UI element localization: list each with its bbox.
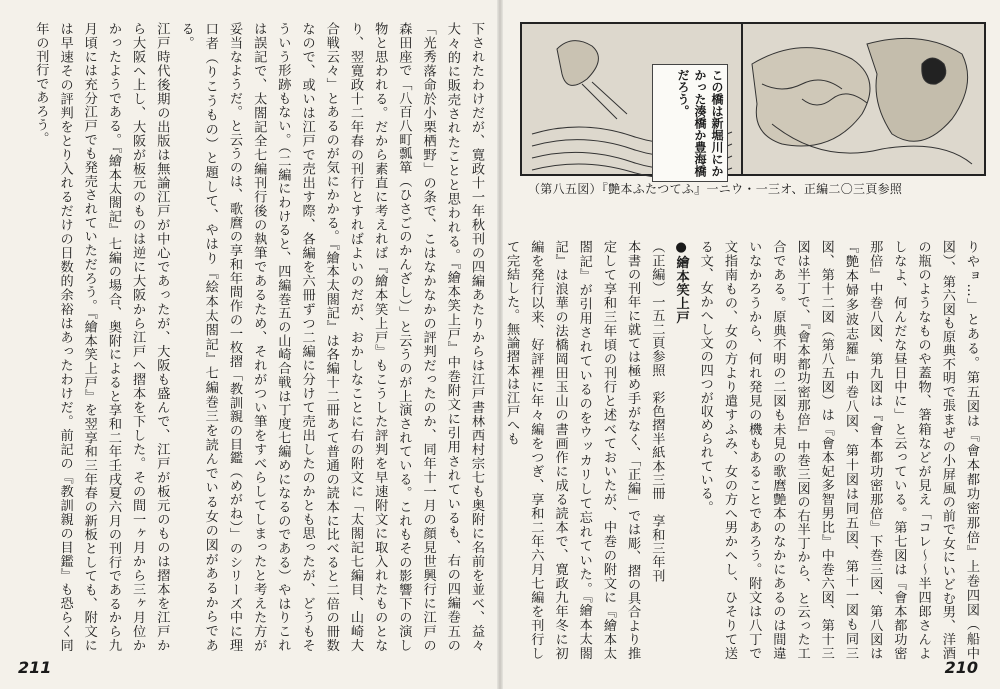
woodblock-illustration <box>520 22 986 176</box>
page-number-right: 210 <box>944 658 978 677</box>
right-page-body <box>504 240 983 660</box>
section-meta: （正編）一五二頁参照 彩色摺半紙本三冊 享和三年刊 <box>649 240 665 583</box>
figure-caption: （第八五図）『艶本ふたつてふ』一ニウ・一三オ、正編二〇三頁参照 <box>528 182 903 196</box>
illustration-inset-note: この橋は新堀川にかかった湊橋か豊海橋だろう。 <box>652 64 728 182</box>
right-page <box>500 0 1000 689</box>
left-paragraph-1: 下されたわけだが、寛政十一年秋刊の四編あたりからは江戸書林西村宗七も奥附に名前を並べ、益々大々的に販売されたことと思われる。『繪本笑上戸』中巻附文に引用されているも、右の四編巻五の「光秀落命於小栗栖野」の条で、こはなかなかの評判だったのか、同年十一月の顔見世興行に江戸の森田座で「八百八町瓢箪（ひさごのかんざし）」と云うのが上演されている。これもその影響下の演し物と思われる。だから素直に考えれば『繪本笑上戸』もこうした評判を早速附文に取入れたものとなり、翌寛政十二年春の刊行とすればよいのだが、おかしなことに右の附文に「太閤記七編目、山崎大合戦云々」とあるのが気にかかる。『繪本太閤記』は各編十二冊あて普通の読本に比べると二倍の冊数なので、或いは江戸で売出す際、各編を六冊ずつ二編に分けて売出したのかとも思ったが、どうもそういう形跡もない。（二編にわけると、四編巻五の山崎合戦は丁度七編めになるのである）やはりこれは誤記で、太閤記全七編刊行後の執筆であるため、それがつい筆をすべらしてしまったと考えた方が妥当なようだ。と云うのは、歌麿の享和年間作の一枚摺「教訓親の目鑑（めがね）」のシリーズ中に理口者（りこうもの）と題して、やはり『絵本太閤記』七編巻三を読んでいる女の図があるからである。 <box>178 22 484 652</box>
section-title: ●繪本笑上戸 <box>673 240 689 324</box>
left-paragraph-2: 江戸時代後期の出版は無論江戸が中心であったが、大阪も盛んで、江戸が板元のものは摺本を江戸から大阪へ上し、大阪が板元のものは逆に大阪から江戸へ摺本を下した。その間一ヶ月から三ヶ月位かかったようである。『繪本太閤記』七編の場合、奥附によると享和二年壬戌夏六月の刊行であるから九月頃には充分江戸でも発売されていただろう。『繪本笑上戸』を翌享和三年春の新板としても、附文には早速その評判をとり入れるだけの日数的余裕はあったわけだ。前記の『教訓親の目鑑』も恐らく同年の刊行であろう。 <box>33 22 170 652</box>
right-paragraph-1: りやョ…」とある。第五図は『會本都功密那倍』上巻四図（船中図）、第六図も原典不明で張まぜの小屏風の前で女にいどむ男、洋酒の瓶のようなものや蓋物、箸箱などが見え「コレ〜〜半四郎さんよしなよ、何んだな昼日中に」と云っている。第七図は『會本都功密那倍』中巻八図、第九図は『會本都功密那倍』下巻三図、第八図は『艶本婦多波志羅』中巻八図、第十図は同五図、第十一図も同三図、第十二図（第八五図）は『會本妃多智男比』中巻六図、第十三図は半丁で、『會本都功密那倍』中巻三図の右半丁から、と云った工合である。原典不明の二図も未見の歌麿艶本のなかにあるのは間違いなかろうから、何れ発見の機もあることであろう。附文は八丁で文指南もの、女の方より遣すふみ、女の方へ男かへし、ひそりて送る文、女かへし文の四つが収められている。 <box>697 240 979 660</box>
illustration-drawing <box>522 24 984 174</box>
left-page-body <box>18 22 488 652</box>
page-number-left: 211 <box>18 658 52 677</box>
section-paragraph: 本書の刊年に就ては極め手がなく、「正編」では彫、摺の具合より推定して享和三年頃の刊行と述べておいたが、中巻の附文に『繪本太閤記』が引用されているのをウッカリして忘れていた。『繪本太閤記』は浪華の法橋岡田玉山の書画作に成る読本で、寛政九年冬に初編を発行以来、好評裡に年々編をつぎ、享和二年六月七編を刊行して完結した。無論摺本は江戸へも <box>504 240 641 660</box>
